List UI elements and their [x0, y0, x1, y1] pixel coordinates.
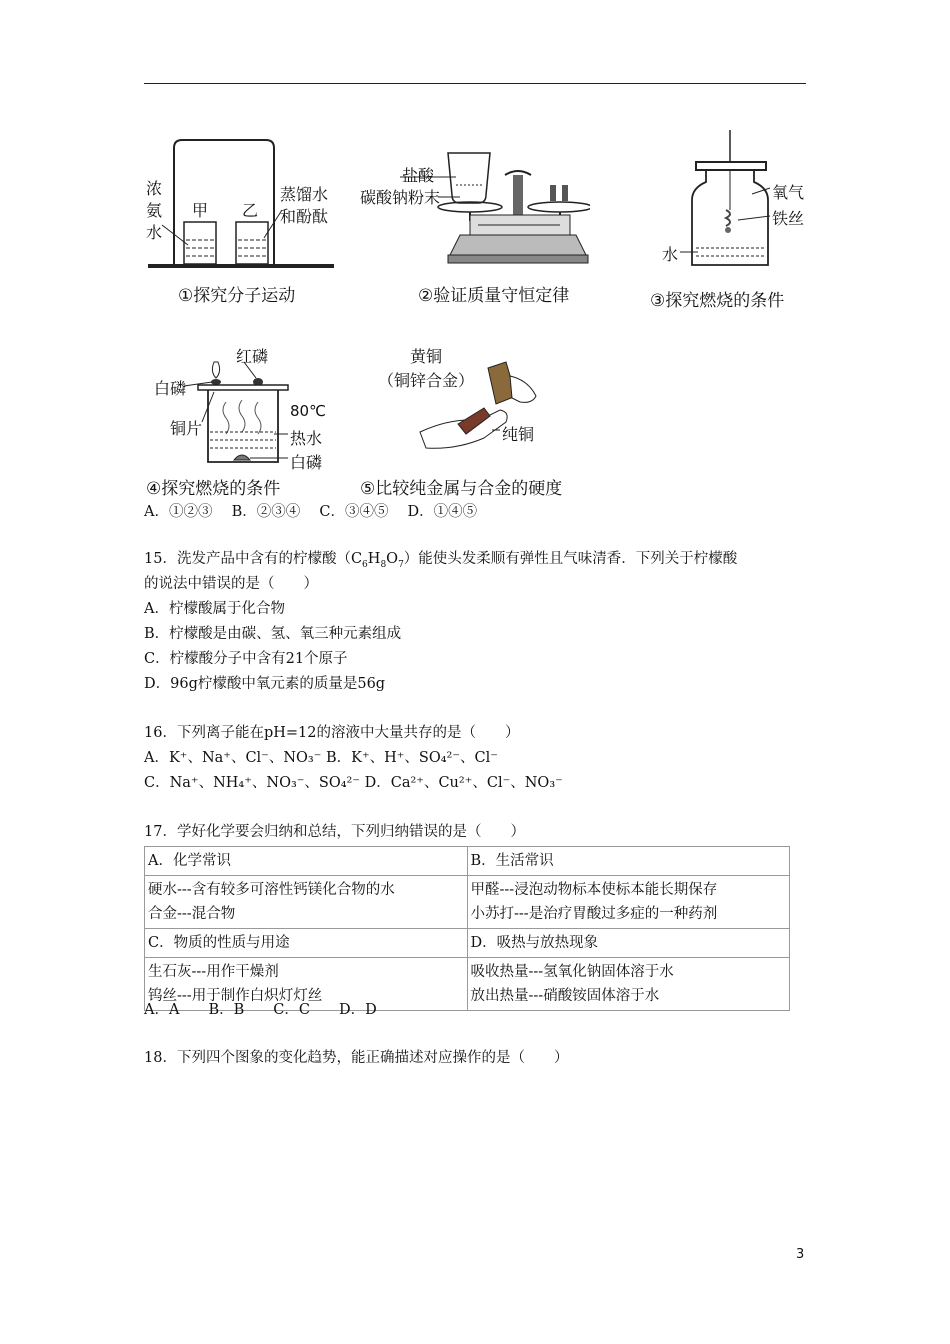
- figure-molecule-motion: [144, 130, 344, 310]
- caption-2: ②验证质量守恒定律: [418, 286, 570, 306]
- cell-a-head: A．化学常识: [145, 847, 468, 876]
- caption-5: ⑤比较纯金属与合金的硬度: [360, 479, 563, 499]
- q15-option-c: C．柠檬酸分子中含有21个原子: [144, 651, 348, 667]
- label-nongan-3: 水: [146, 223, 163, 242]
- q17-summary-table: [144, 846, 790, 1011]
- q15-stem-line2: 的说法中错误的是（ ）: [144, 576, 318, 592]
- cell-b-head: B．生活常识: [467, 847, 790, 876]
- label-hydrochloric-acid: 盐酸: [402, 166, 435, 185]
- q15-option-d: D．96g柠檬酸中氧元素的质量是56g: [144, 676, 386, 692]
- label-jia: 甲: [192, 201, 209, 220]
- caption-3: ③探究燃烧的条件: [650, 291, 785, 311]
- cell-d-head: D．吸热与放热现象: [467, 929, 790, 958]
- scratch-test-drawing: [360, 340, 600, 465]
- figure-mass-conservation: [360, 145, 590, 310]
- q16-options-line1: A．K⁺、Na⁺、Cl⁻、NO₃⁻ B．K⁺、H⁺、SO₄²⁻、Cl⁻: [144, 750, 498, 766]
- label-pure-copper: 纯铜: [502, 425, 535, 444]
- page-number: 3: [796, 1247, 805, 1262]
- label-white-phosphorus-top: 白磷: [154, 379, 187, 398]
- caption-1: ①探究分子运动: [178, 286, 296, 306]
- label-copper-sheet: 铜片: [170, 419, 203, 438]
- label-white-phosphorus-bottom: 白磷: [290, 453, 323, 472]
- figure-combustion-phosphorus: [144, 340, 344, 500]
- caption-4: ④探究燃烧的条件: [146, 479, 281, 499]
- cell-c-body: 生石灰---用作干燥剂 钨丝---用于制作白炽灯灯丝: [145, 958, 468, 1011]
- label-hot-water: 热水: [290, 429, 323, 448]
- cell-a-body: 硬水---含有较多可溶性钙镁化合物的水 合金---混合物: [145, 876, 468, 929]
- label-red-phosphorus: 红磷: [236, 347, 269, 366]
- label-sodium-carbonate: 碳酸钠粉末: [360, 188, 441, 207]
- label-temperature: 80℃: [290, 402, 326, 420]
- q17-options: A．A B．B C．C D．D: [144, 1002, 377, 1018]
- q18-stem: 18．下列四个图象的变化趋势，能正确描述对应操作的是（ ）: [144, 1050, 569, 1066]
- q17-stem: 17．学好化学要会归纳和总结，下列归纳错误的是（ ）: [144, 824, 525, 840]
- q14-options: A．①②③ B．②③④ C．③④⑤ D．①④⑤: [144, 504, 478, 520]
- q15-stem-line1: 15．洗发产品中含有的柠檬酸$(C_6H_8O_7)$能使头发柔顺有弹性且气味清香．下列关于柠檬酸: [144, 551, 738, 570]
- label-water: 水: [662, 245, 679, 264]
- label-brass: 黄铜: [410, 347, 443, 366]
- cell-d-body: 吸收热量---氢氧化钠固体溶于水 放出热量---硝酸铵固体溶于水: [467, 958, 790, 1011]
- cell-c-head: C．物质的性质与用途: [145, 929, 468, 958]
- q16-stem: 16．下列离子能在pH=12的溶液中大量共存的是（ ）: [144, 725, 520, 741]
- label-oxygen: 氧气: [772, 183, 805, 202]
- label-distilled-water: 蒸馏水: [280, 185, 329, 204]
- label-nongan-1: 浓: [146, 179, 163, 198]
- label-phenolphthalein: 和酚酞: [280, 207, 329, 226]
- label-nongan-2: 氨: [146, 201, 163, 220]
- label-iron-wire: 铁丝: [772, 209, 805, 228]
- header-rule: [144, 83, 806, 84]
- q15-option-b: B．柠檬酸是由碳、氢、氧三种元素组成: [144, 626, 402, 642]
- cell-b-body: 甲醛---浸泡动物标本使标本能长期保存 小苏打---是治疗胃酸过多症的一种药剂: [467, 876, 790, 929]
- q15-option-a: A．柠檬酸属于化合物: [144, 601, 285, 617]
- figure-hardness: [360, 340, 600, 500]
- label-yi: 乙: [242, 201, 259, 220]
- label-copper-zinc-alloy: （铜锌合金）: [378, 371, 475, 390]
- q16-options-line2: C．Na⁺、NH₄⁺、NO₃⁻、SO₄²⁻ D．Ca²⁺、Cu²⁺、Cl⁻、NO₃⁻: [144, 775, 563, 791]
- figure-combustion-iron: [640, 130, 820, 310]
